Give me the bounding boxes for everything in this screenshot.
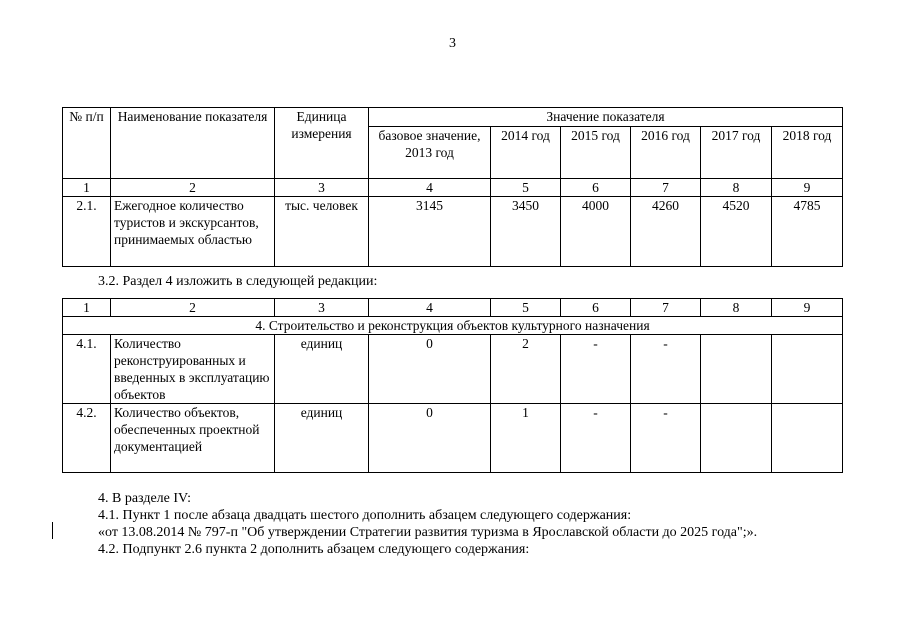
header-value-group: Значение показателя (369, 108, 843, 127)
row-num: 2.1. (63, 197, 111, 267)
col-number: 5 (491, 179, 561, 197)
row-value: 2 (491, 335, 561, 404)
col-number: 1 (63, 299, 111, 317)
paragraph: 4. В разделе IV: (98, 491, 191, 506)
page-number: 3 (449, 36, 456, 51)
table-row (63, 404, 843, 473)
column-number-row (63, 299, 843, 317)
header-base: базовое значение, 2013 год (369, 127, 491, 179)
col-number: 1 (63, 179, 111, 197)
header-year: 2017 год (701, 127, 772, 179)
header-name: Наименование показателя (111, 108, 275, 179)
paragraph: «от 13.08.2014 № 797-п "Об утверждении Стратегии развития туризма в Ярославской области до 2025 года";». (98, 525, 758, 540)
row-value: 3450 (491, 197, 561, 267)
row-value: 0 (369, 335, 491, 404)
row-value (701, 335, 772, 404)
table-row (63, 335, 843, 404)
section-4-table (62, 298, 843, 473)
column-number-row (63, 179, 843, 197)
row-value: - (561, 335, 631, 404)
row-value: - (631, 335, 701, 404)
col-number: 4 (369, 179, 491, 197)
row-num: 4.2. (63, 404, 111, 473)
table-row (63, 197, 843, 267)
row-name: Ежегодное количество туристов и экскурсантов, принимаемых областью (111, 197, 275, 267)
row-name: Количество объектов, обеспеченных проектной документацией (111, 404, 275, 473)
col-number: 2 (111, 179, 275, 197)
col-number: 9 (772, 179, 843, 197)
text-cursor (52, 522, 53, 539)
col-number: 3 (275, 299, 369, 317)
col-number: 7 (631, 299, 701, 317)
row-value: 3145 (369, 197, 491, 267)
header-year: 2014 год (491, 127, 561, 179)
row-value (772, 335, 843, 404)
section-title: 4. Строительство и реконструкция объектов культурного назначения (63, 317, 843, 335)
row-value: 4260 (631, 197, 701, 267)
header-num: № п/п (63, 108, 111, 179)
header-year: 2015 год (561, 127, 631, 179)
row-value: - (631, 404, 701, 473)
row-value: 1 (491, 404, 561, 473)
row-value: 4000 (561, 197, 631, 267)
row-unit: единиц (275, 404, 369, 473)
paragraph: 4.1. Пункт 1 после абзаца двадцать шестого дополнить абзацем следующего содержания: (98, 508, 632, 523)
row-value (701, 404, 772, 473)
col-number: 2 (111, 299, 275, 317)
row-num: 4.1. (63, 335, 111, 404)
row-unit: тыс. человек (275, 197, 369, 267)
col-number: 9 (772, 299, 843, 317)
col-number: 5 (491, 299, 561, 317)
col-number: 3 (275, 179, 369, 197)
col-number: 7 (631, 179, 701, 197)
header-year: 2016 год (631, 127, 701, 179)
col-number: 8 (701, 179, 772, 197)
col-number: 8 (701, 299, 772, 317)
row-unit: единиц (275, 335, 369, 404)
row-value: 4520 (701, 197, 772, 267)
col-number: 6 (561, 299, 631, 317)
row-value: 0 (369, 404, 491, 473)
row-value (772, 404, 843, 473)
header-year: 2018 год (772, 127, 843, 179)
row-value: 4785 (772, 197, 843, 267)
col-number: 6 (561, 179, 631, 197)
paragraph-3-2: 3.2. Раздел 4 изложить в следующей редакции: (98, 274, 378, 289)
header-unit: Единица измерения (275, 108, 369, 179)
paragraph: 4.2. Подпункт 2.6 пункта 2 дополнить абзацем следующего содержания: (98, 542, 530, 557)
row-name: Количество реконструированных и введенных в эксплуатацию объектов (111, 335, 275, 404)
col-number: 4 (369, 299, 491, 317)
row-value: - (561, 404, 631, 473)
indicator-table (62, 107, 843, 267)
